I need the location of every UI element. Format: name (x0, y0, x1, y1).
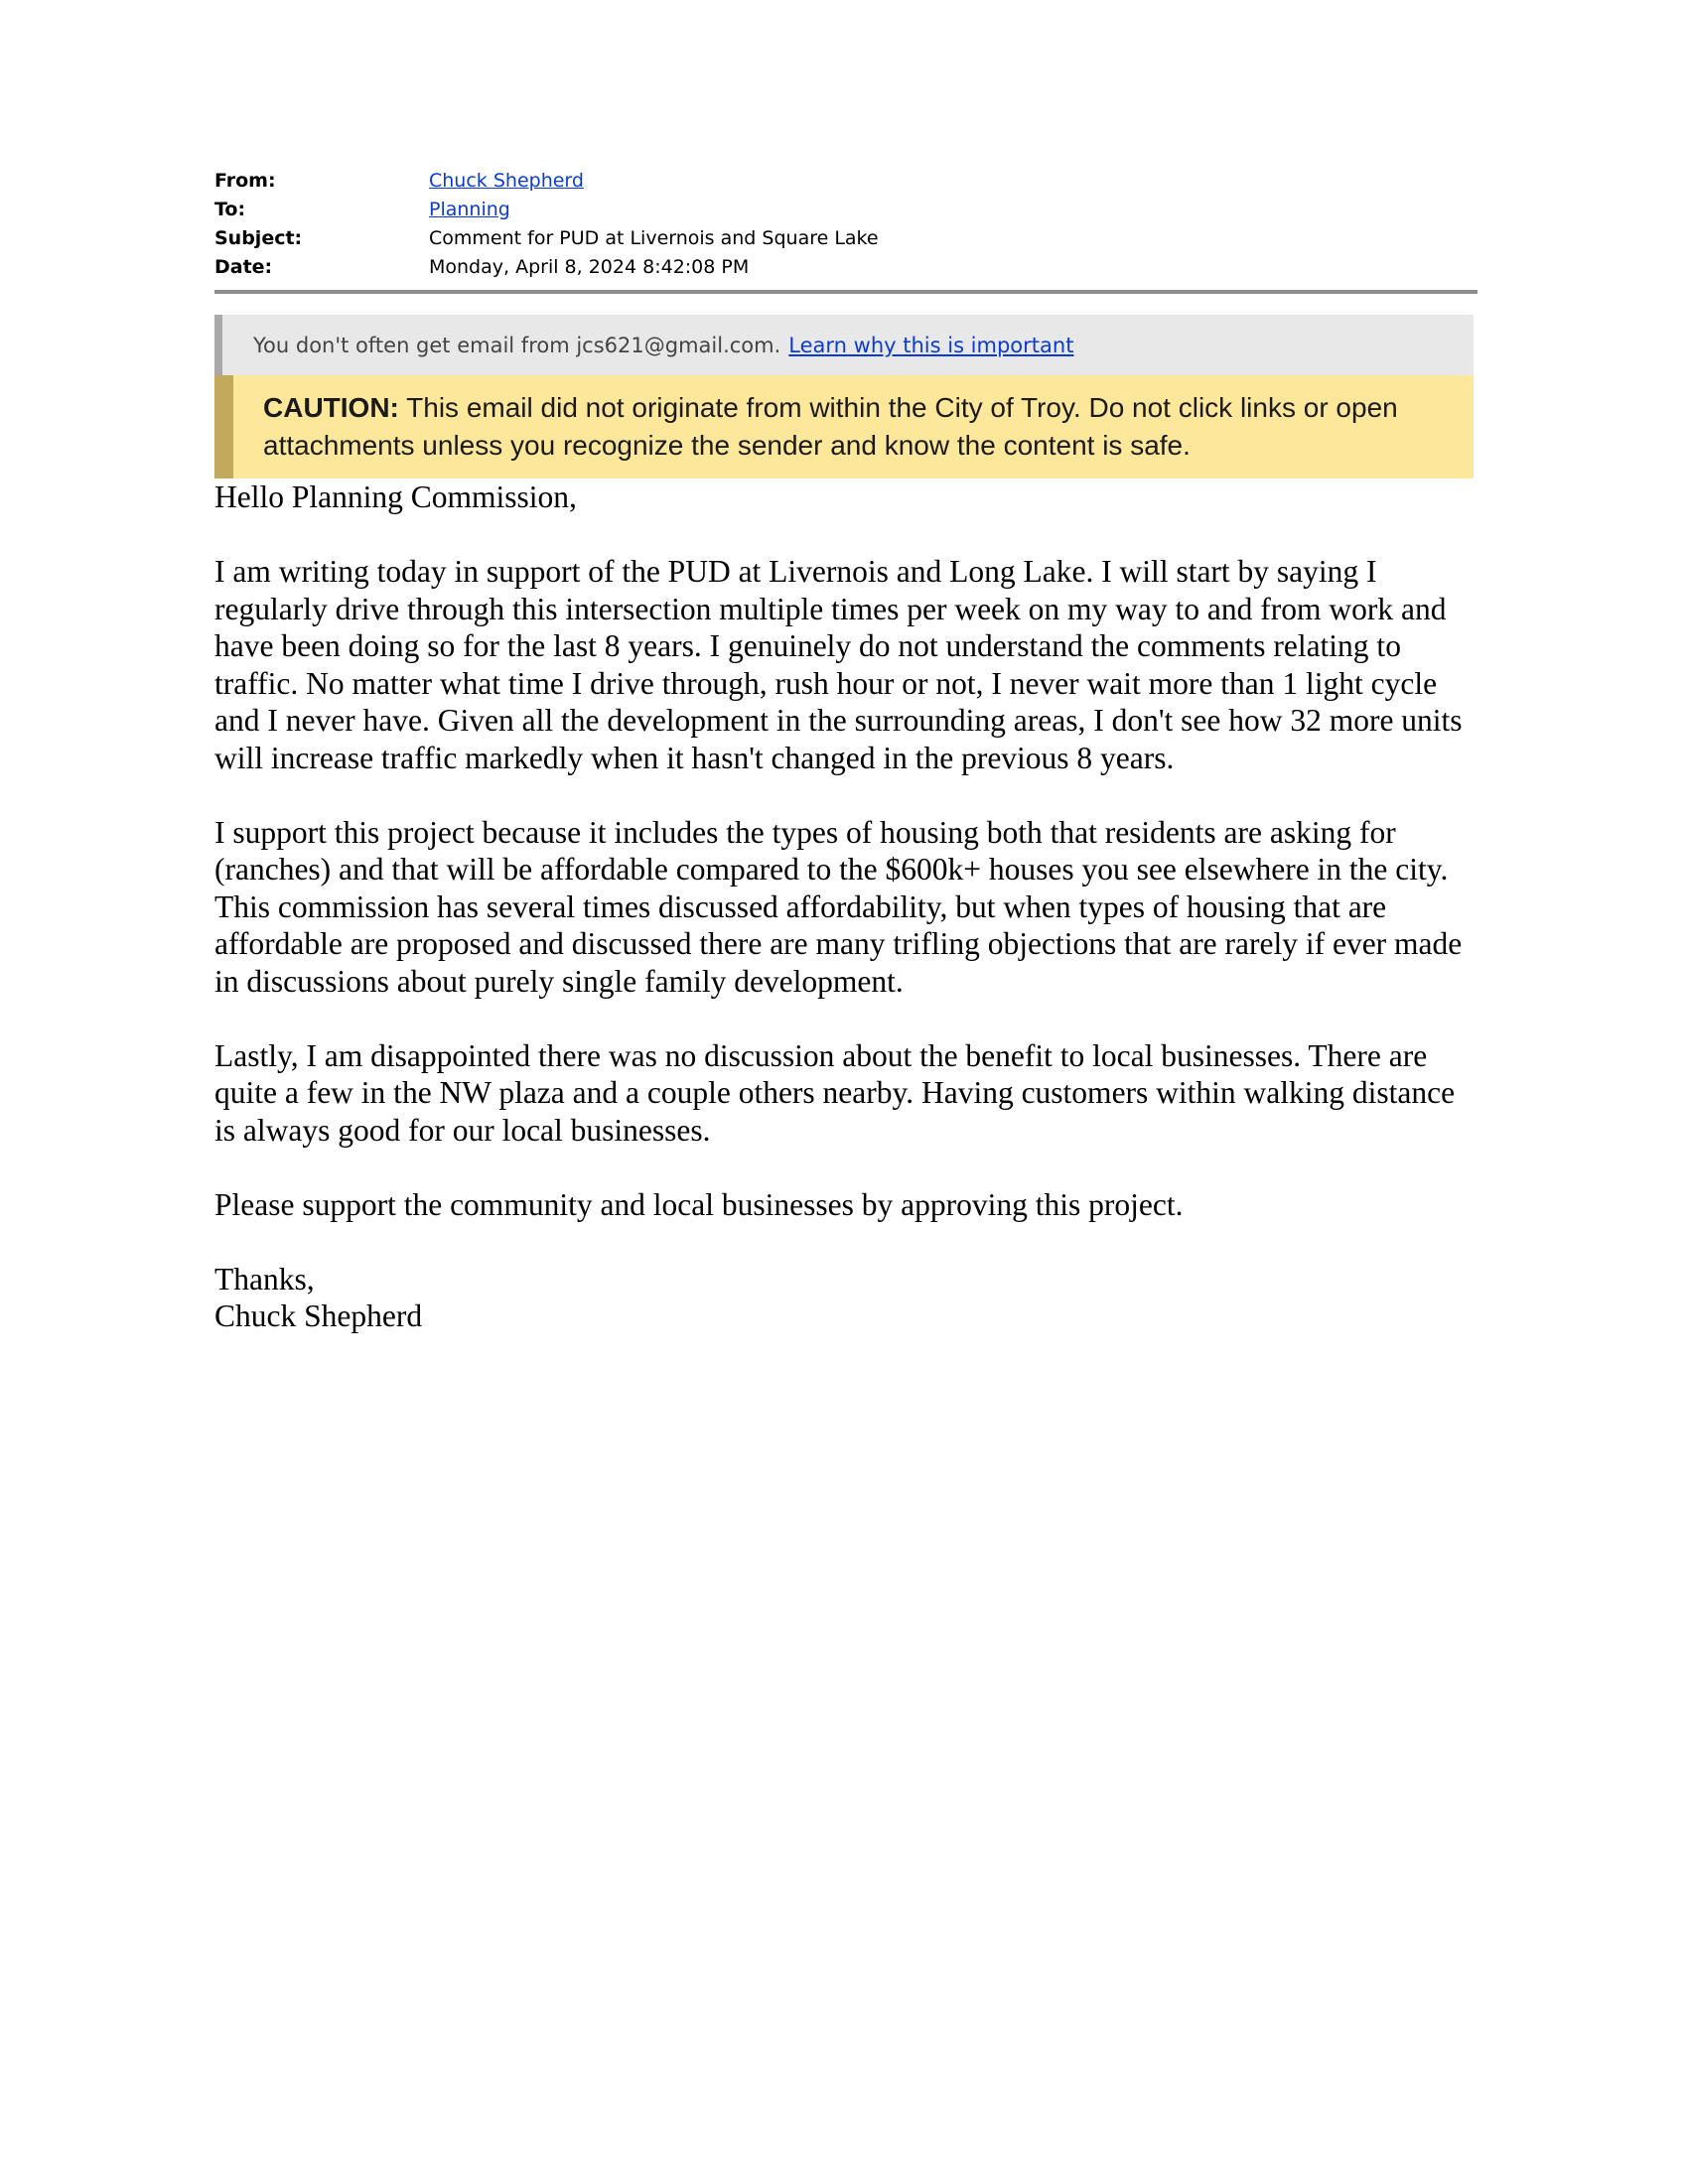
caution-text: This email did not originate from within the City of Troy. Do not click links or open attachments unless you recognize the sender and know the content is safe. (263, 392, 1398, 461)
sign-off (214, 1261, 1477, 1335)
date-row (214, 253, 879, 282)
caution-banner (214, 375, 1474, 478)
body-paragraph-1: I am writing today in support of the PUD at Livernois and Long Lake. I will start by saying I regularly drive through this intersection multiple times per week on my way to and from work and have been doing so for the last 8 years. I genuinely do not understand the comments relating to traffic. No matter what time I drive through, rush hour or not, I never wait more than 1 light cycle and I never have. Given all the development in the surrounding areas, I don't see how 32 more units will increase traffic markedly when it hasn't changed in the previous 8 years. (214, 554, 1463, 775)
body-paragraph-2: I support this project because it includes the types of housing both that residents are asking for (ranches) and that will be affordable compared to the $600k+ houses you see elsewhere in the city. This commission has several times discussed affordability, but when types of housing that are affordable are proposed and discussed there are many trifling objections that are rarely if ever made in discussions about purely single family development. (214, 814, 1463, 999)
subject-row (214, 224, 879, 253)
body-paragraph-3: Lastly, I am disappointed there was no discussion about the benefit to local businesses. There are quite a few in the NW plaza and a couple others nearby. Having customers within walking distance is always good for our local businesses. (214, 1037, 1456, 1148)
from-row (214, 167, 879, 196)
email-document (214, 167, 1477, 1335)
header-divider (214, 290, 1477, 294)
to-row (214, 196, 879, 224)
learn-why-link[interactable]: Learn why this is important (788, 333, 1074, 357)
closing: Thanks, (214, 1261, 315, 1297)
subject-value: Comment for PUD at Livernois and Square Lake (429, 227, 879, 249)
email-header (214, 167, 879, 282)
to-label: To: (214, 199, 246, 220)
sender-notice-text: You don't often get email from jcs621@gmail.com. (253, 333, 781, 357)
date-label: Date: (214, 256, 273, 278)
email-body (214, 478, 1477, 1335)
to-link[interactable]: Planning (429, 199, 510, 220)
signature: Chuck Shepherd (214, 1298, 423, 1333)
body-paragraph-4: Please support the community and local businesses by approving this project. (214, 1186, 1184, 1222)
subject-label: Subject: (214, 227, 303, 249)
from-link[interactable]: Chuck Shepherd (429, 170, 584, 192)
date-value: Monday, April 8, 2024 8:42:08 PM (429, 256, 750, 278)
caution-label: CAUTION: (263, 392, 399, 423)
sender-notice-banner (214, 315, 1474, 375)
from-label: From: (214, 170, 276, 192)
greeting: Hello Planning Commission, (214, 479, 577, 514)
